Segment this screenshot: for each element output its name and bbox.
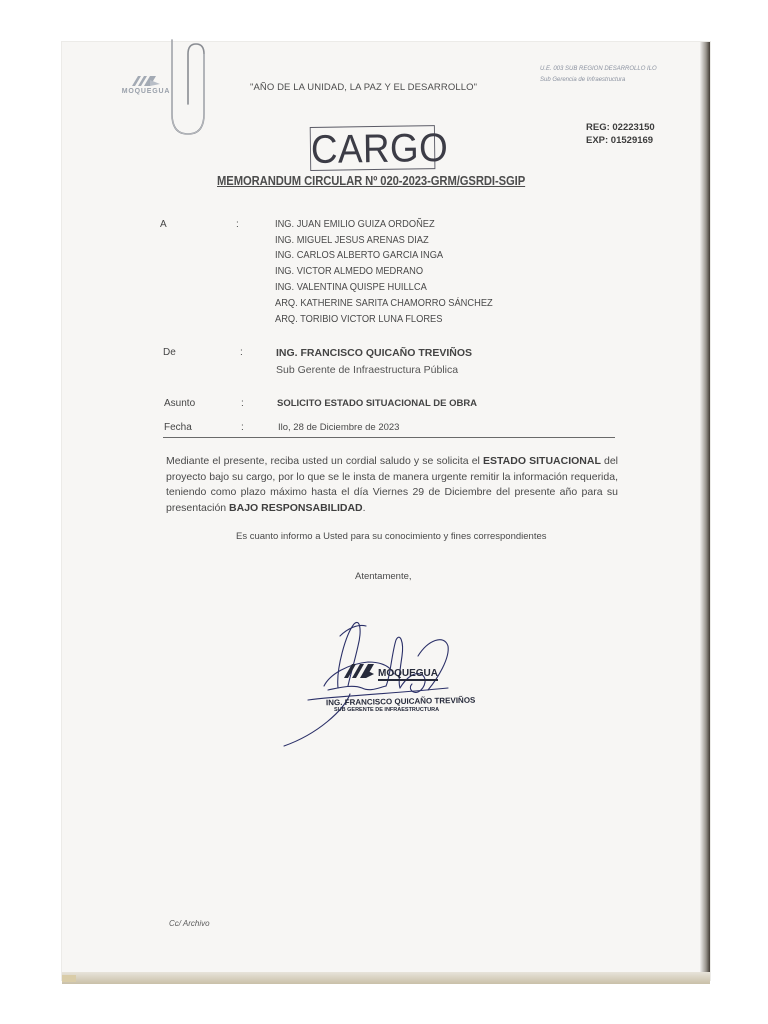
subject-colon: : [241,398,244,409]
recipient-3: ING. CARLOS ALBERTO GARCIA INGA [275,250,444,261]
date-colon: : [241,422,244,433]
memo-title: MEMORANDUM CIRCULAR Nº 020-2023-GRM/GSRDI-SGIP [217,174,526,188]
ue-stamp-line-1: U.E. 003 SUB REGION DESARROLLO ILO [540,66,657,72]
ue-stamp-line-2: Sub Gerencia de Infraestructura [540,77,626,83]
header-divider [163,437,615,438]
subject-label: Asunto [164,398,196,409]
recipient-6: ARQ. KATHERINE SARITA CHAMORRO SÁNCHEZ [275,298,493,309]
reg-number: REG: 02223150 [586,122,655,133]
page-bottom-edge [62,972,710,984]
exp-number: EXP: 01529169 [586,135,654,146]
cargo-stamp: CARGO [310,125,449,172]
year-motto: "AÑO DE LA UNIDAD, LA PAZ Y EL DESARROLLO" [250,82,478,93]
closing-line: Es cuanto informo a Usted para su conocimiento y fines correspondientes [236,531,547,542]
from-label: De [163,347,176,358]
body-paragraph [166,454,618,516]
body-bold-responsabilidad: BAJO RESPONSABILIDAD [229,501,363,514]
logo-text: MOQUEGUA [121,88,171,95]
seal-role: SUB GERENTE DE INFRAESTRUCTURA [334,707,440,713]
copy-archive: Cc/ Archivo [169,919,210,928]
recipient-5: ING. VALENTINA QUISPE HUILLCA [275,282,427,293]
to-colon: : [236,219,239,230]
sender-name: ING. FRANCISCO QUICAÑO TREVIÑOS [276,347,473,359]
recipient-2: ING. MIGUEL JESUS ARENAS DIAZ [275,235,429,246]
sender-role: Sub Gerente de Infraestructura Pública [276,364,459,376]
page-shadow-edge [700,42,710,980]
to-label: A [160,219,167,230]
recipient-1: ING. JUAN EMILIO GUIZA ORDOÑEZ [275,219,435,230]
seal-org-text: MOQUEGUA [378,668,438,679]
from-colon: : [240,347,243,358]
paperclip-icon [166,36,218,140]
body-text-1: Mediante el presente, reciba usted un cordial saludo y se solicita el [166,455,484,467]
body-text-3: . [362,501,366,514]
folder-tab [62,975,76,982]
body-bold-estado: ESTADO SITUACIONAL [483,455,601,467]
recipient-7: ARQ. TORIBIO VICTOR LUNA FLORES [275,314,443,325]
recipient-4: ING. VICTOR ALMEDO MEDRANO [275,266,424,277]
date-label: Fecha [164,422,192,433]
body-text-2: del proyecto bajo su cargo, por lo que se le insta de manera urgente remitir la información requerida, teniendo como plazo máximo hasta el día Viernes 29 de Diciembre del presente año para su presentación [166,455,618,514]
seal-logo-icon [340,656,458,688]
seal-name: ING. FRANCISCO QUICAÑO TREVIÑOS [325,695,476,708]
date-value: Ilo, 28 de Diciembre de 2023 [278,422,400,433]
salutation: Atentamente, [355,571,412,582]
subject-value: SOLICITO ESTADO SITUACIONAL DE OBRA [277,398,478,409]
